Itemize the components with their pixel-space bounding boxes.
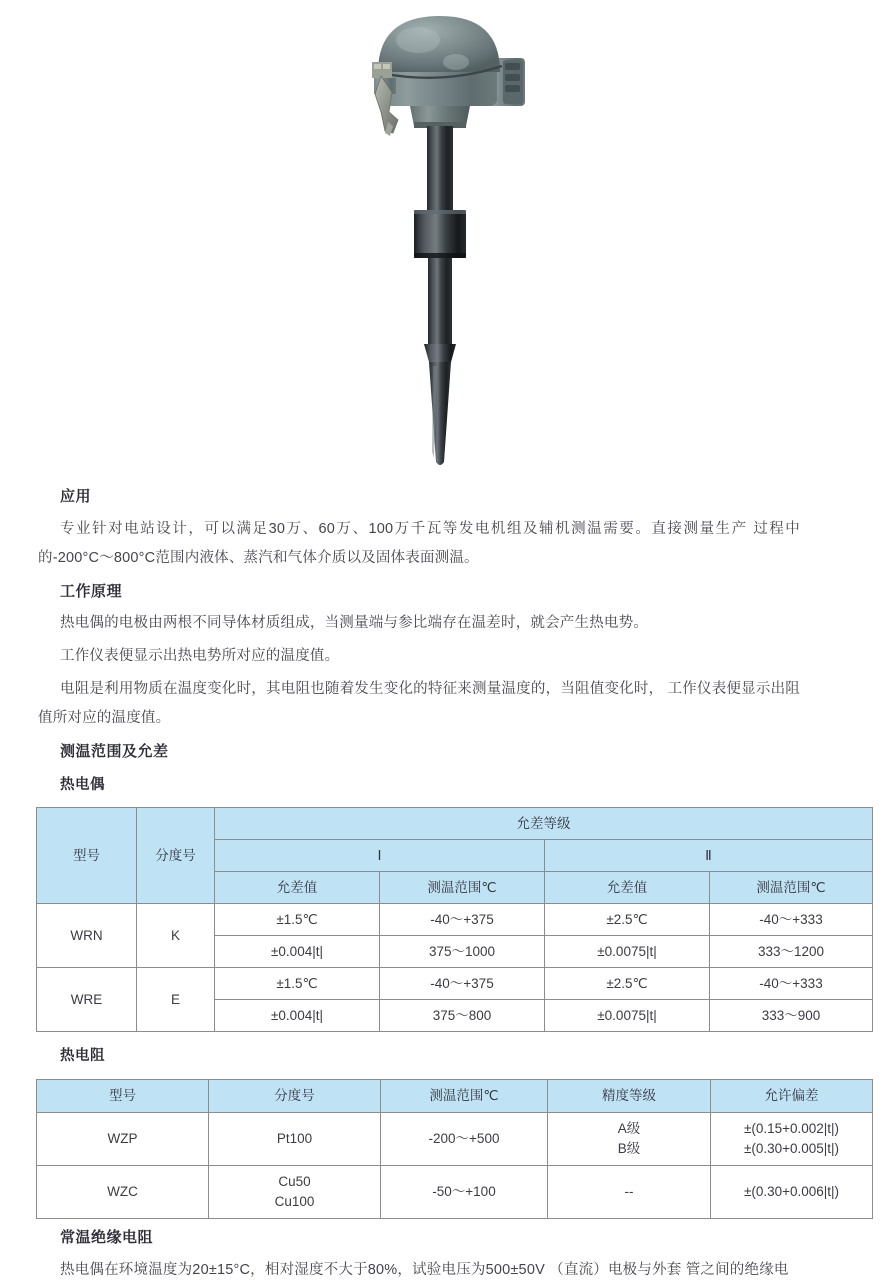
table-row xyxy=(37,1080,873,1113)
cell-range1: 375～1000 xyxy=(380,936,545,968)
thermocouple-illustration xyxy=(0,0,892,480)
dome-highlight-2 xyxy=(443,54,469,70)
graduation-b: Cu100 xyxy=(274,1194,315,1209)
subheading-thermocouple: 热电偶 xyxy=(60,776,105,793)
cell-range1: 375～800 xyxy=(380,1000,545,1032)
th-graduation: 分度号 xyxy=(209,1080,381,1113)
process-connection-nut xyxy=(414,210,466,258)
heading-working-principle: 工作原理 xyxy=(60,582,123,600)
cell-tol2: ±2.5℃ xyxy=(545,904,710,936)
th-graduation: 分度号 xyxy=(137,808,215,904)
cell-tol2: ±2.5℃ xyxy=(545,968,710,1000)
cell-graduation: K xyxy=(137,904,215,968)
th-accuracy-class: 精度等级 xyxy=(548,1080,711,1113)
cell-allowed-deviation xyxy=(711,1113,873,1166)
cell-model: WRN xyxy=(37,904,137,968)
thermocouple-table xyxy=(36,807,873,1032)
cell-graduation xyxy=(209,1166,381,1219)
subheading-rtd: 热电阻 xyxy=(60,1048,105,1065)
cell-range2: 333～900 xyxy=(710,1000,873,1032)
cell-tol1: ±1.5℃ xyxy=(215,904,380,936)
table-row xyxy=(37,1166,873,1219)
th-tolerance-value-2: 允差值 xyxy=(545,872,710,904)
cell-range2: 333～1200 xyxy=(710,936,873,968)
cell-graduation: Pt100 xyxy=(209,1113,381,1166)
cell-tol2: ±0.0075|t| xyxy=(545,936,710,968)
cell-tol1: ±1.5℃ xyxy=(215,968,380,1000)
thermocouple-table-wrapper xyxy=(0,801,892,1034)
th-allowed-deviation: 允许偏差 xyxy=(711,1080,873,1113)
rtd-table-wrapper xyxy=(0,1073,892,1221)
th-class-1: Ⅰ xyxy=(215,840,545,872)
spec-document xyxy=(0,480,892,1287)
accuracy-b: B级 xyxy=(617,1141,641,1156)
table-row xyxy=(37,808,873,840)
cell-allowed-deviation: ±(0.30+0.006|t|) xyxy=(711,1166,873,1219)
th-model: 型号 xyxy=(37,808,137,904)
upper-stem xyxy=(427,126,453,210)
paragraph-principle-2: 工作仪表便显示出热电势所对应的温度值。 xyxy=(60,648,340,664)
accuracy-a: A级 xyxy=(617,1120,641,1136)
deviation-b: ±(0.30+0.005|t|) xyxy=(743,1141,840,1156)
cell-tol1: ±0.004|t| xyxy=(215,936,380,968)
cell-range1: -40～+375 xyxy=(380,968,545,1000)
rtd-table xyxy=(36,1079,873,1219)
cell-tol1: ±0.004|t| xyxy=(215,1000,380,1032)
paragraph-principle-3: 电阻是利用物质在温度变化时，其电阻也随着发生变化的特征来测量温度的，当阻值变化时， 工作仪表便显示出阻值所对应的温度值。 xyxy=(38,681,800,726)
th-model: 型号 xyxy=(37,1080,209,1113)
cell-range1: -40～+375 xyxy=(380,904,545,936)
cell-model: WZP xyxy=(37,1113,209,1166)
heading-application: 应用 xyxy=(60,488,92,505)
cell-accuracy-class: -- xyxy=(548,1166,711,1219)
mid-stem xyxy=(428,258,452,344)
th-class-2: Ⅱ xyxy=(545,840,873,872)
cell-temp-range: -200～+500 xyxy=(381,1113,548,1166)
table-row xyxy=(37,904,873,936)
paragraph-principle-1: 热电偶的电极由两根不同导体材质组成，当测量端与参比端存在温差时，就会产生热电势。 xyxy=(60,615,648,631)
cell-tol2: ±0.0075|t| xyxy=(545,1000,710,1032)
cell-graduation: E xyxy=(137,968,215,1032)
th-tolerance-value-1: 允差值 xyxy=(215,872,380,904)
cell-range2: -40～+333 xyxy=(710,904,873,936)
cell-range2: -40～+333 xyxy=(710,968,873,1000)
deviation-a: ±(0.15+0.002|t|) xyxy=(743,1120,840,1136)
taper-shoulder xyxy=(424,344,456,362)
cell-model: WRE xyxy=(37,968,137,1032)
th-tolerance-class: 允差等级 xyxy=(215,808,873,840)
dome-highlight xyxy=(396,27,440,53)
th-temp-range-2: 测温范围℃ xyxy=(710,872,873,904)
th-temp-range-1: 测温范围℃ xyxy=(380,872,545,904)
cell-temp-range: -50～+100 xyxy=(381,1166,548,1219)
heading-insulation-resistance: 常温绝缘电阻 xyxy=(60,1229,154,1246)
cell-model: WZC xyxy=(37,1166,209,1219)
head-cap xyxy=(378,16,500,72)
paragraph-insulation: 热电偶在环境温度为20±15°C，相对湿度不大于80%，试验电压为500±50V （直流）电极与外套 管之间的绝缘电 xyxy=(60,1261,789,1278)
product-image xyxy=(0,0,892,480)
table-row xyxy=(37,1113,873,1166)
table-row xyxy=(37,968,873,1000)
cell-accuracy-class xyxy=(548,1113,711,1166)
graduation-a: Cu50 xyxy=(278,1173,311,1189)
heading-measuring-range: 测温范围及允差 xyxy=(60,743,169,760)
th-temp-range: 测温范围℃ xyxy=(381,1080,548,1113)
paragraph-application: 专业针对电站设计，可以满足30万、60万、100万千瓦等发电机组及辅机测温需要。直接测量生产 过程中的-200°C～800°C范围内液体、蒸汽和气体介质以及固体表面测温。 xyxy=(38,520,800,566)
